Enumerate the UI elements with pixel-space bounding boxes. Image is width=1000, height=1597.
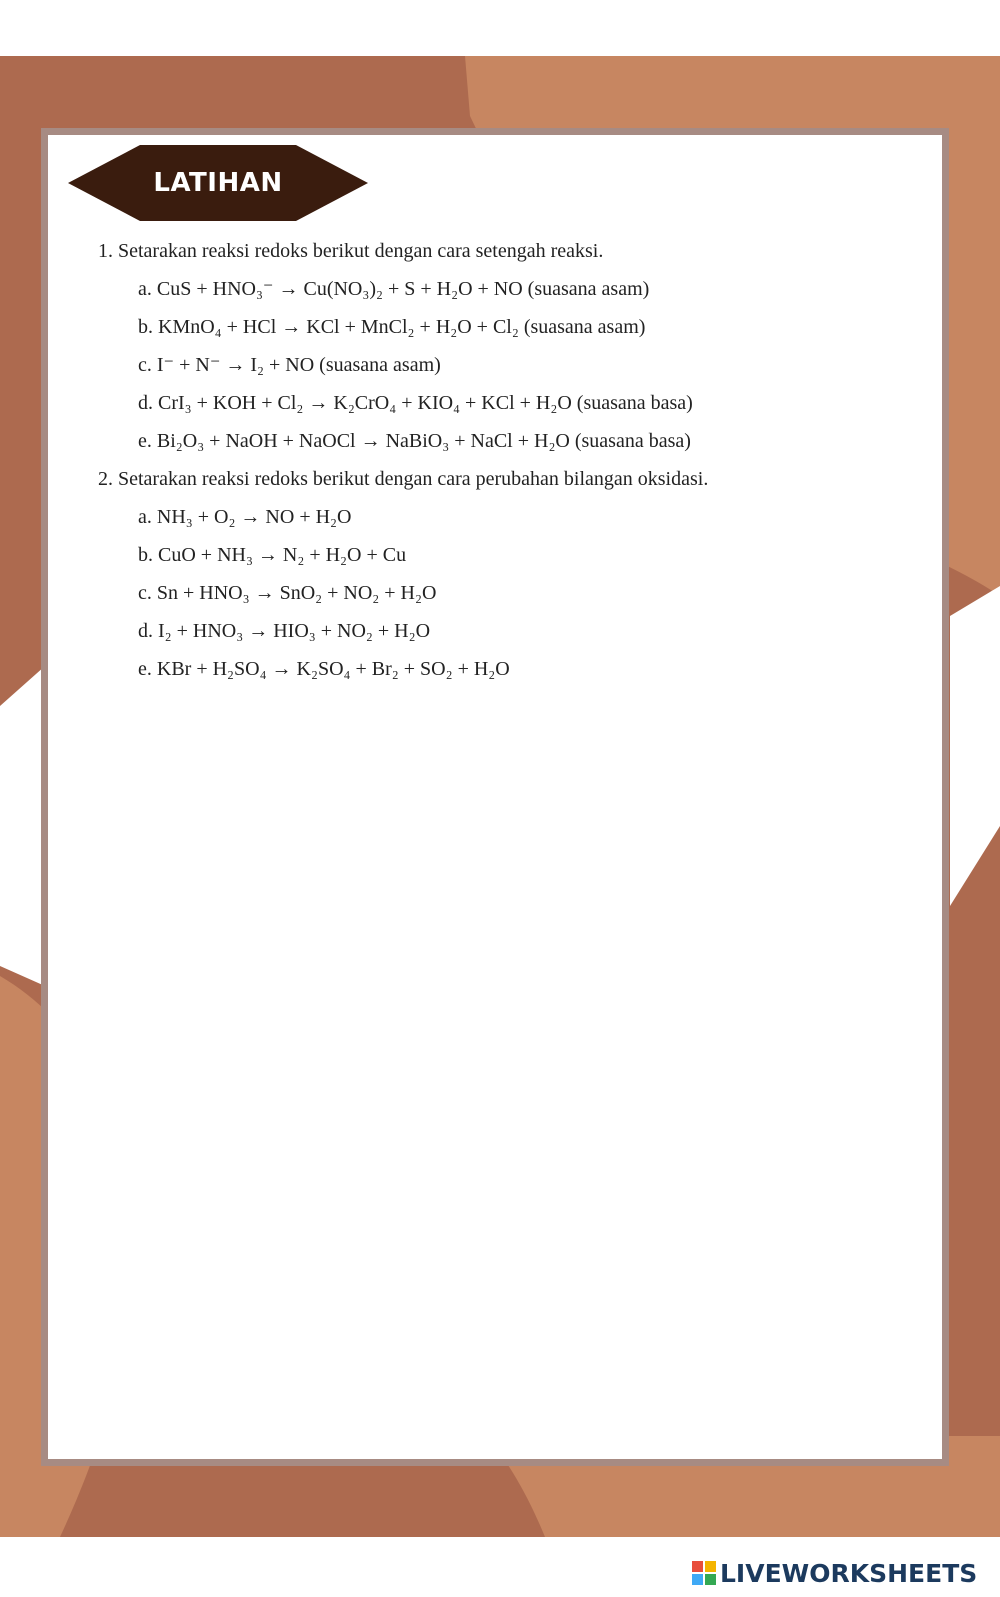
question-2-item-c: c. Sn + HNO₃ → SnO₂ + NO₂ + H₂O [138,582,437,604]
liveworksheets-logo-icon [692,1561,716,1585]
question-2-item-a: a. NH₃ + O₂ → NO + H₂O [138,506,352,528]
question-2-items [138,498,918,688]
question-2-item-e: e. KBr + H₂SO₄ → K₂SO₄ + Br₂ + SO₂ + H₂O [138,658,510,680]
question-2-item-d: d. I₂ + HNO₃ → HIO₃ + NO₂ + H₂O [138,620,431,642]
question-1-items [138,270,918,460]
question-1: 1. Setarakan reaksi redoks berikut dengan cara setengah reaksi. [98,240,604,262]
question-1-item-a: a. CuS + HNO₃⁻ → Cu(NO₃)₂ + S + H₂O + NO (suasana asam) [138,278,650,300]
question-2: 2. Setarakan reaksi redoks berikut dengan cara perubahan bilangan oksidasi. [98,468,709,490]
question-1-item-d: d. CrI₃ + KOH + Cl₂ → K₂CrO₄ + KIO₄ + KCl + H₂O (suasana basa) [138,392,693,414]
question-2-item-b: b. CuO + NH₃ → N₂ + H₂O + Cu [138,544,407,566]
question-1-item-e: e. Bi₂O₃ + NaOH + NaOCl → NaBiO₃ + NaCl + H₂O (suasana basa) [138,430,691,452]
liveworksheets-logo[interactable] [692,1556,977,1590]
question-1-item-b: b. KMnO₄ + HCl → KCl + MnCl₂ + H₂O + Cl₂ (suasana asam) [138,316,646,338]
brand-name: LIVEWORKSHEETS [720,1558,978,1588]
banner-title: LATIHAN [153,168,283,198]
exercise-content [98,232,918,688]
question-1-item-c: c. I⁻ + N⁻ → I₂ + NO (suasana asam) [138,354,441,376]
